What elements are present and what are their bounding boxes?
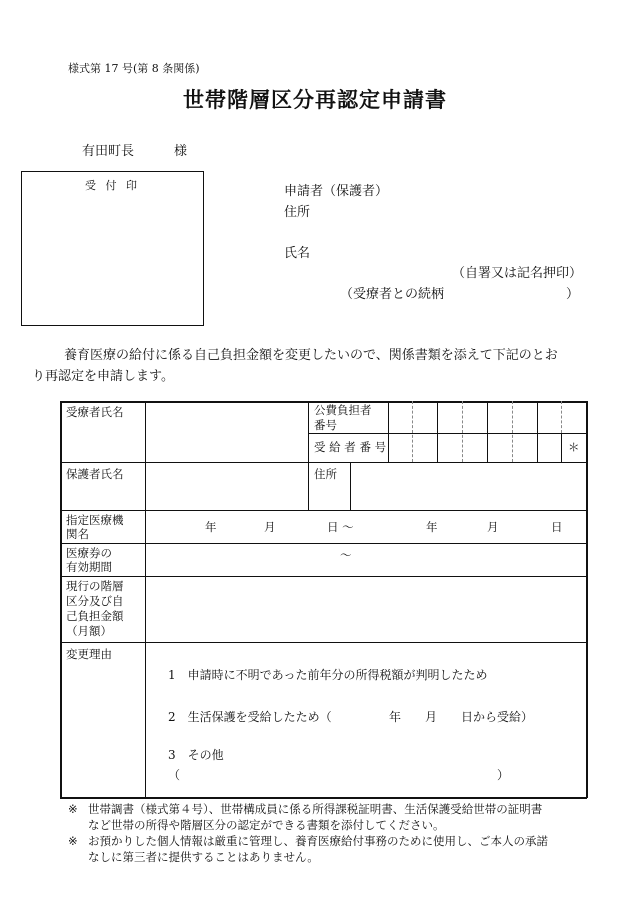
form-number: 様式第 17 号(第 8 条関係) xyxy=(68,62,200,75)
receipt-stamp-label: 受 付 印 xyxy=(85,179,140,192)
reason-label: 変更理由 xyxy=(66,647,112,661)
note-1-line-2: など世帯の所得や階層区分の認定ができる書類を添付してください。 xyxy=(88,818,445,832)
institution-label-2: 関名 xyxy=(66,527,89,541)
period-year-1: 年 xyxy=(205,520,217,534)
reason-1: 1 申請時に不明であった前年分の所得税額が判明したため xyxy=(168,668,488,682)
addressee xyxy=(82,140,187,159)
recipient-asterisk: ＊ xyxy=(568,440,580,454)
applicant-address-label: 住所 xyxy=(284,205,311,220)
ticket-tilde: 〜 xyxy=(340,548,352,562)
note-2-mark: ※ xyxy=(68,834,78,848)
recipient-number-label: 受 給 者 番 号 xyxy=(314,440,387,454)
public-payer-label-1: 公費負担者 xyxy=(314,403,372,417)
relation-open: （受療者との続柄 xyxy=(340,287,445,302)
current-label-3: 己負担金額 xyxy=(66,609,124,623)
intro-line-2: り再認定を申請します。 xyxy=(32,369,174,384)
patient-name-label: 受療者氏名 xyxy=(66,405,124,419)
signature-note: （自署又は記名押印） xyxy=(452,266,583,281)
reason-2-a: 2 生活保護を受給したため（ xyxy=(168,710,332,724)
note-1-mark: ※ xyxy=(68,802,78,816)
addressee-name: 有田町長 xyxy=(82,144,135,159)
institution-label-1: 指定医療機 xyxy=(66,513,124,527)
reason-2-b: 日から受給） xyxy=(461,710,534,724)
current-label-2: 区分及び自 xyxy=(66,594,124,608)
current-label-1: 現行の階層 xyxy=(66,579,124,593)
period-day-2: 日 xyxy=(551,520,563,534)
addressee-suffix: 様 xyxy=(174,144,188,159)
page-title: 世帯階層区分再認定申請書 xyxy=(183,87,447,112)
relation-close: ） xyxy=(566,287,580,302)
reason-2-month: 月 xyxy=(425,710,438,724)
intro-line-1: 養育医療の給付に係る自己負担金額を変更したいので、関係書類を添えて下記のとお xyxy=(64,348,558,363)
current-label-4: （月額） xyxy=(66,624,112,638)
note-1-line-1: 世帯調書（様式第４号）、世帯構成員に係る所得課税証明書、生活保護受給世帯の証明書 xyxy=(88,802,543,816)
reason-2-year: 年 xyxy=(389,710,402,724)
guardian-address-label: 住所 xyxy=(314,467,337,481)
period-month-2: 月 xyxy=(487,520,499,534)
applicant-label: 申請者（保護者） xyxy=(284,184,389,199)
note-2-line-2: なしに第三者に提供することはありません。 xyxy=(88,850,319,864)
receipt-stamp-box xyxy=(21,171,204,326)
period-year-2: 年 xyxy=(426,520,438,534)
reason-3-open: （ xyxy=(168,768,181,782)
ticket-label-1: 医療券の xyxy=(66,546,112,560)
ticket-label-2: 有効期間 xyxy=(66,560,112,574)
period-month-1: 月 xyxy=(264,520,276,534)
guardian-name-label: 保護者氏名 xyxy=(66,467,124,481)
reason-3: 3 その他 xyxy=(168,748,224,762)
period-day-1: 日 〜 xyxy=(327,520,354,534)
note-2-line-1: お預かりした個人情報は厳重に管理し、養育医療給付事務のために使用し、ご本人の承諾 xyxy=(88,834,548,848)
reason-3-close: ） xyxy=(497,768,510,782)
applicant-name-label: 氏名 xyxy=(284,246,311,261)
public-payer-label-2: 番号 xyxy=(314,418,337,432)
